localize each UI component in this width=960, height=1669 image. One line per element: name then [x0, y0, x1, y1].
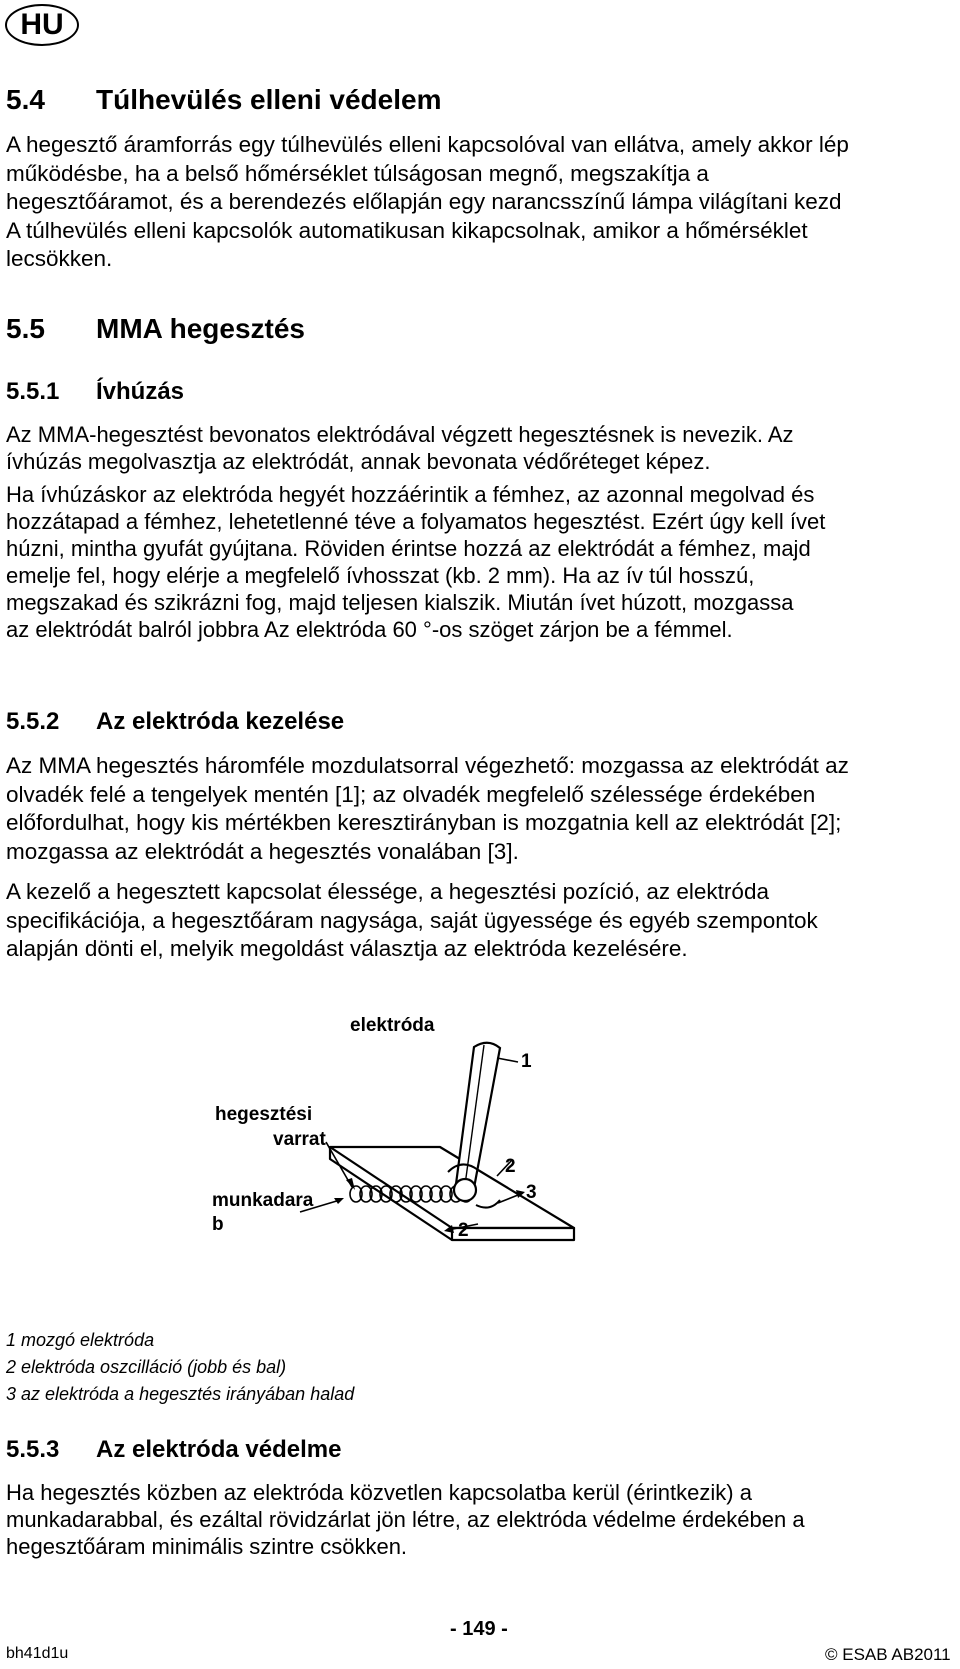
label-weld-seam-line-2: varrat [273, 1129, 326, 1150]
label-weld-seam-line-1: hegesztési [215, 1104, 313, 1125]
copyright-notice: © ESAB AB2011 [825, 1645, 951, 1664]
page-number: - 149 - [450, 1618, 508, 1640]
label-electrode: elektróda [350, 1015, 435, 1036]
label-num-1: 1 [521, 1051, 532, 1072]
text-line: Az MMA-hegesztést bevonatos elektródával végzett hegesztésnek is nevezik. Az [6, 422, 794, 447]
section-number: 5.5.3 [6, 1436, 60, 1463]
section-5-5-3-body [6, 1479, 956, 1560]
section-number: 5.5.1 [6, 378, 60, 405]
figure-legend [6, 1327, 354, 1408]
section-number: 5.5 [6, 313, 45, 344]
text-line: előfordulhat, hogy kis mértékben keresztirányban is mozgatnia kell az elektródát [2]; [6, 810, 842, 835]
text-line: Az MMA hegesztés háromféle mozdulatsorral végezhető: mozgassa az elektródát az [6, 753, 849, 778]
text-line: olvadék felé a tengelyek mentén [1]; az olvadék megfelelő szélessége érdekében [6, 781, 816, 807]
label-num-2-bottom: 2 [458, 1220, 469, 1241]
text-line: Ha hegesztés közben az elektróda közvetlen kapcsolatba kerül (érintkezik) a [6, 1480, 752, 1505]
label-workpiece-line-2: b [212, 1214, 224, 1235]
text-line: A hegesztő áramforrás egy túlhevülés elleni kapcsolóval van ellátva, amely akkor lép [6, 132, 849, 157]
section-heading-5-5-1 [6, 378, 706, 408]
section-5-5-1-para-2 [6, 481, 956, 643]
document-code: bh41d1u [6, 1645, 69, 1662]
text-line: alapján dönti el, melyik megoldást választja az elektróda kezelésére. [6, 936, 688, 961]
text-line: húzni, mintha gyufát gyújtana. Röviden érintse hozzá az elektródát a fémhez, majd [6, 536, 811, 561]
section-5-4-body [6, 131, 956, 274]
section-number: 5.5.2 [6, 708, 60, 735]
text-line: A túlhevülés elleni kapcsolók automatikusan kikapcsolnak, amikor a hőmérséklet [6, 217, 808, 243]
label-workpiece-line-1: munkadara [212, 1190, 314, 1211]
section-title: Az elektróda védelme [96, 1436, 342, 1463]
text-line: mozgassa az elektródát a hegesztés vonalában [3]. [6, 838, 519, 864]
section-5-5-2-para-1 [6, 752, 956, 866]
text-line: Ha ívhúzáskor az elektróda hegyét hozzáérintik a fémhez, az azonnal megolvad és [6, 482, 815, 507]
text-line: hegesztőáramot, és a berendezés előlapján egy narancsszínű lámpa világítani kezd [6, 189, 842, 214]
text-line: megszakad és szikrázni fog, majd teljesen kialszik. Miután ívet húzott, mozgassa [6, 590, 794, 615]
electrode-handling-figure [200, 1005, 580, 1305]
electrode-rod [454, 1043, 500, 1201]
text-line: A kezelő a hegesztett kapcsolat élessége, a hegesztési pozíció, az elektróda [6, 879, 769, 904]
legend-item: 2 elektróda oszcilláció (jobb és bal) [6, 1357, 287, 1377]
language-badge: HU [5, 4, 79, 46]
section-title: Az elektróda kezelése [96, 708, 345, 735]
text-line: munkadarabbal, és ezáltal rövidzárlat jön létre, az elektróda védelme érdekében a [6, 1507, 805, 1532]
section-heading-5-5 [6, 313, 706, 347]
text-line: emelje fel, hogy elérje a megfelelő ívhosszat (kb. 2 mm). Ha az ív túl hosszú, [6, 563, 755, 588]
text-line: ívhúzás megolvasztja az elektródát, annak bevonata védőréteget képez. [6, 449, 711, 474]
text-line: működésbe, ha a belső hőmérséklet túlságosan megnő, megszakítja a [6, 160, 709, 186]
label-num-3: 3 [526, 1182, 537, 1203]
section-title: Ívhúzás [96, 378, 185, 405]
legend-item: 1 mozgó elektróda [6, 1330, 155, 1350]
text-line: hozzátapad a fémhez, lehetetlenné téve a folyamatos hegesztést. Ezért úgy kell ívet [6, 509, 826, 534]
section-heading-5-4 [6, 84, 706, 118]
text-line: az elektródát balról jobbra Az elektróda 60 °-os szöget zárjon be a fémmel. [6, 617, 733, 642]
section-heading-5-5-3 [6, 1436, 706, 1466]
legend-item: 3 az elektróda a hegesztés irányában halad [6, 1384, 355, 1404]
section-title: Túlhevülés elleni védelem [96, 84, 442, 115]
section-number: 5.4 [6, 84, 45, 115]
text-line: specifikációja, a hegesztőáram nagysága, saját ügyessége és egyéb szempontok [6, 907, 818, 933]
text-line: lecsökken. [6, 246, 113, 271]
section-5-5-1-para-1 [6, 421, 956, 475]
section-5-5-2-para-2 [6, 878, 956, 964]
text-line: hegesztőáram minimális szintre csökken. [6, 1534, 408, 1559]
label-num-2-top: 2 [505, 1156, 516, 1177]
section-heading-5-5-2 [6, 708, 706, 738]
section-title: MMA hegesztés [96, 313, 306, 344]
